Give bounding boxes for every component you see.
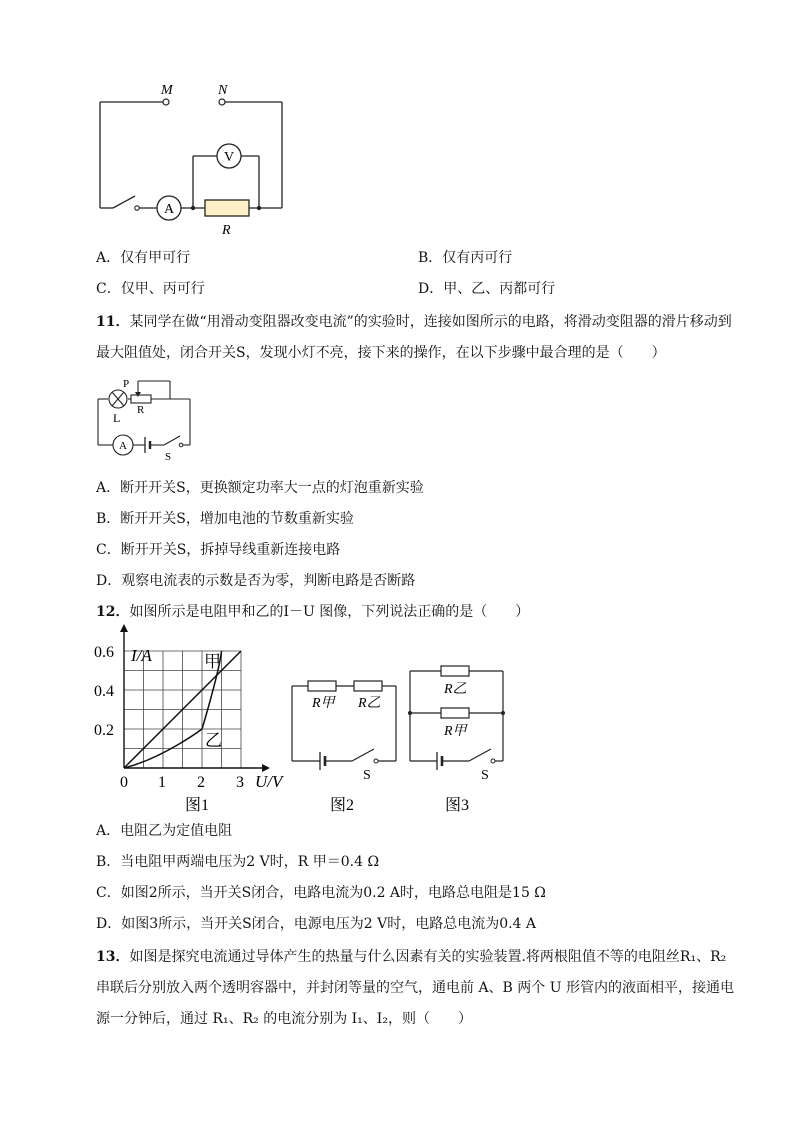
x-tick-label: 1 <box>158 774 166 791</box>
fig2-resistor-1 <box>308 681 336 691</box>
q10-option-d: D．甲、乙、丙都可行 <box>418 281 556 297</box>
q12-number: 12． <box>96 604 130 620</box>
q11-option-a: A．断开开关S，更换额定功率大一点的灯泡重新实验 <box>96 480 424 496</box>
fig2-label-r1: R甲 <box>312 696 335 711</box>
q13-stem-line3: 源一分钟后，通过 R₁、R₂ 的电流分别为 I₁、I₂，则（ ） <box>96 1011 472 1027</box>
q13-number: 13． <box>96 949 130 965</box>
q10-option-a: A．仅有甲可行 <box>96 250 191 266</box>
fig2-label-s: S <box>363 768 371 783</box>
q12-option-c: C．如图2所示，当开关S闭合，电路电流为0.2 A时，电路总电阻是15 Ω <box>96 885 546 901</box>
q11-option-b: B．断开开关S，增加电池的节数重新实验 <box>96 511 354 527</box>
y-tick-label: 0.2 <box>94 722 114 739</box>
y-axis-label: I/A <box>131 646 152 665</box>
label-s-small: S <box>165 451 172 463</box>
q13-stem-line2: 串联后分别放入两个透明容器中，并封闭等量的空气，通电前 A、B 两个 U 形管内的液面相平，接通电 <box>96 980 734 996</box>
x-tick-label: 2 <box>197 774 205 791</box>
chart-caption: 图1 <box>185 797 210 814</box>
label-r: R <box>222 223 231 238</box>
fig2-label-r2: R乙 <box>358 696 381 711</box>
label-a-small: A <box>119 440 127 452</box>
q10-option-b: B．仅有丙可行 <box>418 250 513 266</box>
fig3-label-r2: R甲 <box>444 724 467 739</box>
fig3-resistor-2 <box>441 708 469 718</box>
q10-option-c: C．仅甲、丙可行 <box>96 281 205 297</box>
fig3-label-r1: R乙 <box>444 682 467 697</box>
x-tick-label: 3 <box>236 774 244 791</box>
q12-option-b: B．当电阻甲两端电压为2 V时，R 甲＝0.4 Ω <box>96 854 380 870</box>
label-l: L <box>113 411 121 425</box>
x-tick-label: 0 <box>120 774 128 791</box>
q12-option-a: A．电阻乙为定值电阻 <box>96 823 233 839</box>
series-label-jia: 甲 <box>204 652 221 671</box>
q13-stem-text: 如图是探究电流通过导体产生的热量与什么因素有关的实验装置.将两根阻值不等的电阻丝R₁、R₂ <box>129 949 727 965</box>
q11-option-d: D．观察电流表的示数是否为零，判断电路是否断路 <box>96 573 416 589</box>
q11-number: 11． <box>96 314 130 330</box>
q12-option-d: D．如图3所示，当开关S闭合，电源电压为2 V时，电路总电流为0.4 A <box>96 916 537 932</box>
x-axis-label: U/V <box>255 772 283 791</box>
fig2-caption: 图2 <box>330 797 355 814</box>
fig2-resistor-2 <box>354 681 382 691</box>
label-n: N <box>218 83 228 98</box>
fig3-label-s: S <box>481 768 489 783</box>
y-tick-label: 0.4 <box>94 683 114 700</box>
label-v: V <box>223 150 235 165</box>
label-a: A <box>163 202 175 217</box>
q11-option-c: C．断开开关S，拆掉导线重新连接电路 <box>96 542 341 558</box>
label-m: M <box>161 83 173 98</box>
q11-stem-line2: 最大阻值处，闭合开关S，发现小灯不亮，接下来的操作，在以下步骤中最合理的是（ ） <box>96 345 666 361</box>
q11-stem-text: 某同学在做“用滑动变阻器改变电流”的实验时，连接如图所示的电路，将滑动变阻器的滑片移动到 <box>129 314 732 330</box>
series-label-yi: 乙 <box>205 731 222 750</box>
label-r-small: R <box>137 404 145 416</box>
fig3-caption: 图3 <box>445 797 470 814</box>
q13-stem-line1 <box>96 948 726 966</box>
q12-stem-text: 如图所示是电阻甲和乙的I－U 图像，下列说法正确的是（ ） <box>129 604 530 620</box>
y-tick-label: 0.6 <box>94 644 114 661</box>
label-p: P <box>123 378 130 390</box>
fig3-resistor-1 <box>441 666 469 676</box>
